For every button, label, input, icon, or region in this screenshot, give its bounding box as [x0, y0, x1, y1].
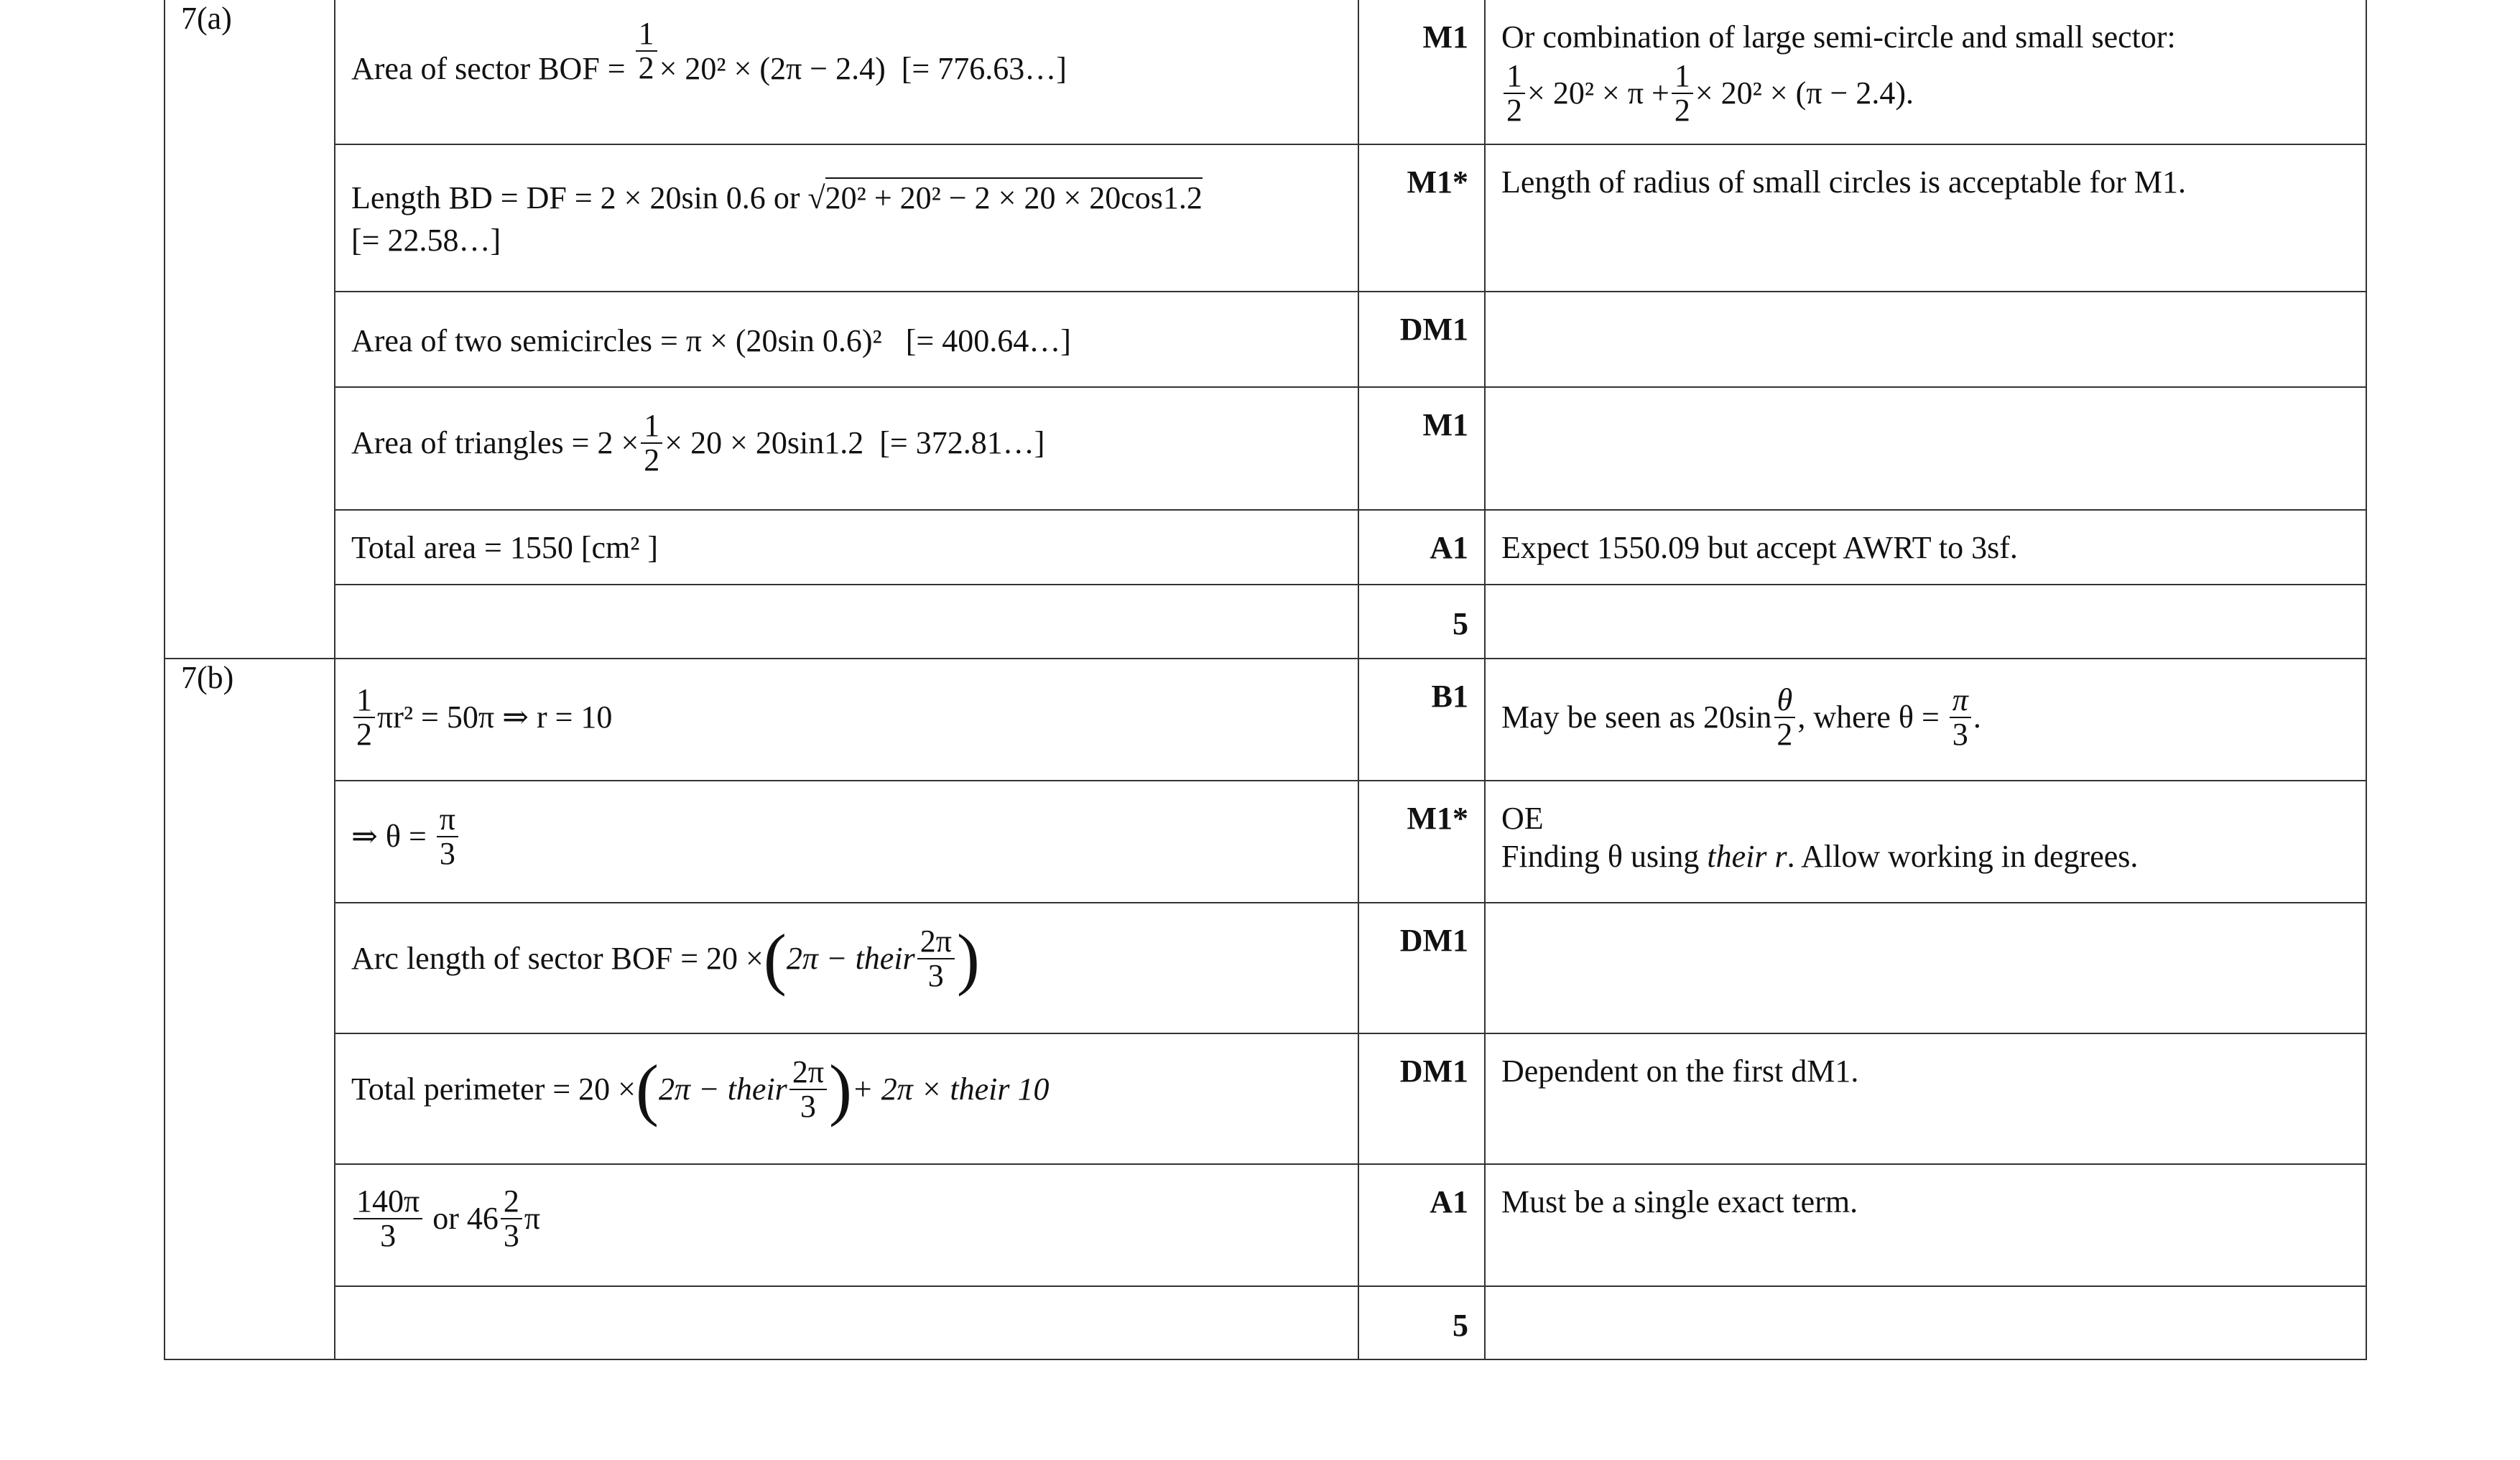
guidance-text: Must be a single exact term. [1501, 1184, 1858, 1219]
frac-den: 2 [638, 50, 654, 86]
mark: M1 [1422, 407, 1468, 442]
mark-cell [1358, 1164, 1485, 1286]
mark: M1* [1407, 164, 1468, 200]
frac-den: 3 [1952, 717, 1968, 753]
answer-result: [= 22.58…] [351, 222, 501, 258]
answer-label: Total perimeter = [351, 1071, 571, 1107]
guidance-text: Length of radius of small circles is acceptable for M1. [1501, 164, 2187, 200]
guidance-cell [1485, 1286, 2366, 1359]
guidance-text: Or combination of large semi-circle and small sector: [1501, 19, 2176, 55]
guidance-cell [1485, 781, 2366, 903]
guidance-text: May be seen as 20sin [1501, 699, 1772, 735]
guidance-text: . Allow working in degrees. [1787, 838, 2139, 874]
fraction [636, 17, 657, 85]
table-row [165, 0, 2366, 144]
table-row [165, 659, 2366, 781]
guidance-cell [1485, 585, 2366, 659]
answer-expr: × 20 × 20sin1.2 [664, 424, 864, 460]
answer-expr: π [524, 1200, 541, 1236]
frac-den: 3 [380, 1218, 397, 1254]
answer-cell [335, 903, 1358, 1033]
answer-expr: + 2π × their 10 [852, 1071, 1050, 1107]
fraction [1774, 684, 1795, 751]
mark-cell [1358, 510, 1485, 585]
mark: DM1 [1399, 1054, 1468, 1089]
answer-cell [335, 510, 1358, 585]
answer-cell [335, 292, 1358, 387]
table-row [165, 510, 2366, 585]
table-row [165, 585, 2366, 659]
guidance-text: . [1973, 699, 1981, 735]
mark: DM1 [1399, 923, 1468, 958]
guidance-cell [1485, 1164, 2366, 1286]
guidance-expr: × 20² × π + [1527, 75, 1669, 111]
guidance-cell [1485, 903, 2366, 1033]
answer-cell [335, 144, 1358, 292]
frac-num: 1 [1672, 60, 1693, 94]
frac-num: 140π [353, 1185, 422, 1219]
mark-cell [1358, 903, 1485, 1033]
question-number: 7(a) [165, 0, 335, 659]
answer-expr: πr² = 50π ⇒ r = 10 [377, 699, 613, 735]
guidance-cell [1485, 0, 2366, 144]
table-row [165, 1164, 2366, 1286]
answer-cell [335, 1286, 1358, 1359]
guidance-cell [1485, 510, 2366, 585]
guidance-text: Expect 1550.09 but accept AWRT to 3sf. [1501, 530, 2018, 565]
guidance-text: their r [1707, 838, 1787, 874]
paren-close: ) [829, 1051, 852, 1128]
table-row [165, 1286, 2366, 1359]
answer-result: [= 372.81…] [879, 424, 1045, 460]
answer-cell [335, 1164, 1358, 1286]
guidance-text: , where θ = [1797, 699, 1940, 735]
answer-label: Area of sector BOF = [351, 51, 626, 86]
frac-den: 2 [1674, 92, 1690, 128]
mark: M1 [1422, 19, 1468, 55]
answer-label: Arc length of sector BOF = 20 × [351, 940, 764, 976]
sqrt-symbol: √ [807, 180, 825, 215]
answer-expr: × 20² × (2π − 2.4) [659, 51, 886, 86]
mark: B1 [1431, 679, 1468, 714]
answer-cell [335, 781, 1358, 903]
fraction [917, 925, 955, 992]
table-row [165, 903, 2366, 1033]
answer-or: or [773, 180, 800, 215]
frac-den: 3 [927, 958, 944, 994]
answer-label: Length BD = DF = [351, 180, 593, 215]
mark-total: 5 [1453, 1308, 1468, 1343]
guidance-text: Dependent on the first dM1. [1501, 1054, 1859, 1089]
answer-label: Area of two semicircles = [351, 323, 678, 358]
mark-cell [1358, 292, 1485, 387]
guidance-text: Finding θ using [1501, 838, 1700, 874]
fraction [1672, 57, 1693, 128]
paren-open: ( [763, 920, 787, 998]
answer-expr: 2π − their [786, 940, 915, 976]
fraction [353, 1185, 422, 1252]
frac-den: 3 [800, 1089, 816, 1125]
frac-num: 2π [917, 925, 955, 959]
answer-cell [335, 659, 1358, 781]
frac-den: 2 [1506, 92, 1522, 128]
answer-expr: 46 [466, 1200, 499, 1236]
mark-cell [1358, 144, 1485, 292]
answer-text: Total area = 1550 [cm² ] [351, 530, 659, 565]
paren-open: ( [636, 1051, 659, 1128]
answer-expr: 20 × [578, 1071, 636, 1107]
table-row [165, 144, 2366, 292]
answer-cell [335, 0, 1358, 144]
question-number: 7(b) [165, 659, 335, 1359]
sqrt-expr: 20² + 20² − 2 × 20 × 20cos1.2 [825, 177, 1203, 215]
guidance-cell [1485, 387, 2366, 510]
paren-close: ) [956, 920, 980, 998]
frac-den: 3 [503, 1218, 519, 1254]
mark: A1 [1430, 1184, 1468, 1219]
answer-expr: ⇒ θ = [351, 818, 427, 854]
table-row [165, 292, 2366, 387]
frac-den: 3 [439, 836, 455, 872]
fraction [789, 1056, 827, 1123]
mark: M1* [1407, 801, 1468, 836]
fraction [353, 684, 375, 751]
guidance-cell [1485, 659, 2366, 781]
frac-num: 1 [353, 684, 375, 718]
mark-cell [1358, 659, 1485, 781]
fraction [437, 803, 458, 870]
frac-den: 2 [1776, 717, 1793, 753]
table-row [165, 387, 2366, 510]
answer-result: [= 400.64…] [905, 323, 1071, 358]
mark: DM1 [1399, 312, 1468, 347]
guidance-cell [1485, 1033, 2366, 1164]
fraction [501, 1185, 522, 1252]
fraction [1504, 57, 1525, 128]
answer-cell [335, 387, 1358, 510]
fraction [1950, 684, 1971, 751]
mark-cell [1358, 1033, 1485, 1164]
answer-expr: 2 × 20sin 0.6 [600, 180, 766, 215]
mark-cell [1358, 1286, 1485, 1359]
frac-num: π [437, 803, 458, 837]
mark-cell [1358, 585, 1485, 659]
guidance-cell [1485, 292, 2366, 387]
frac-num: 1 [636, 17, 657, 52]
mark: A1 [1430, 530, 1468, 565]
mark-cell [1358, 0, 1485, 144]
answer-label: Area of triangles = [351, 424, 590, 460]
frac-num: 2π [789, 1056, 827, 1090]
guidance-text: OE [1501, 801, 1544, 836]
frac-num: π [1950, 684, 1971, 718]
mark-total: 5 [1453, 606, 1468, 641]
fraction [641, 409, 662, 477]
frac-num: 1 [641, 409, 662, 444]
frac-num: 1 [1504, 60, 1525, 94]
mark-cell [1358, 387, 1485, 510]
answer-expr: π × (20sin 0.6)² [685, 323, 882, 358]
guidance-expr: × 20² × (π − 2.4). [1695, 75, 1914, 111]
answer-expr: 2π − their [658, 1071, 787, 1107]
answer-cell [335, 585, 1358, 659]
frac-num: 2 [501, 1185, 522, 1219]
table-row [165, 781, 2366, 903]
frac-den: 2 [356, 717, 372, 753]
answer-cell [335, 1033, 1358, 1164]
answer-or: or [432, 1200, 459, 1236]
table-row [165, 1033, 2366, 1164]
frac-num: θ [1774, 684, 1796, 718]
answer-expr: 2 × [597, 424, 639, 460]
frac-den: 2 [644, 442, 660, 478]
guidance-cell [1485, 144, 2366, 292]
mark-cell [1358, 781, 1485, 903]
mark-scheme-table [164, 0, 2367, 1360]
answer-result: [= 776.63…] [901, 51, 1067, 86]
